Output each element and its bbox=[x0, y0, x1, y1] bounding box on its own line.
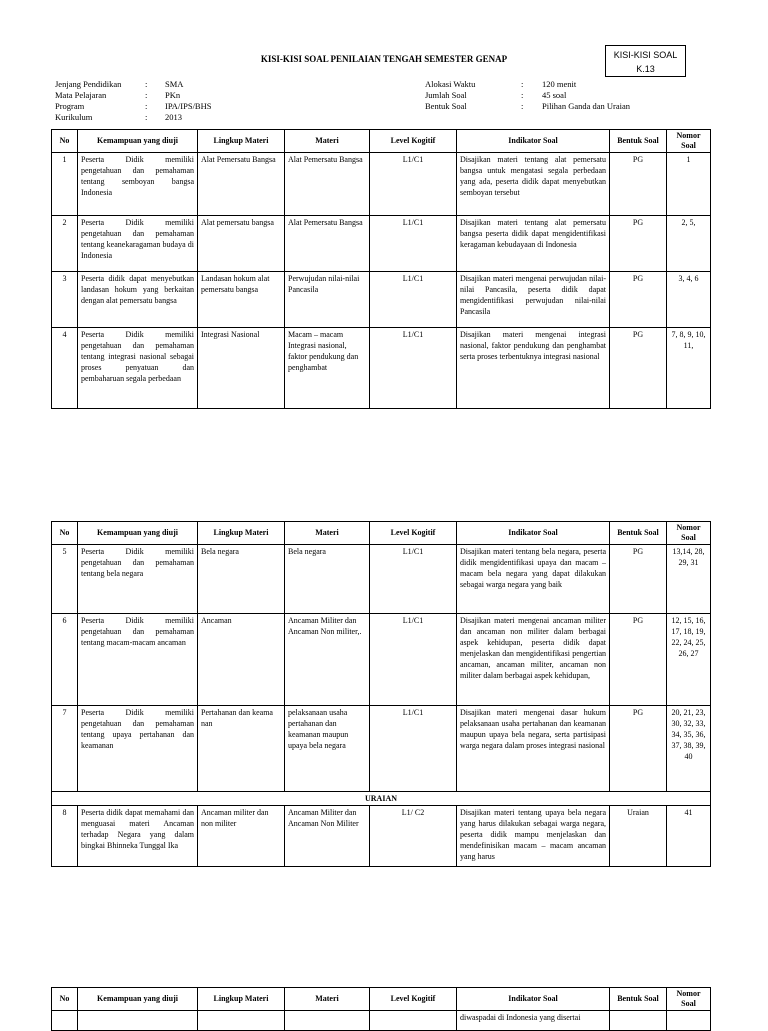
table-row bbox=[52, 1011, 711, 1031]
cell-lingkup: Pertahanan dan keama nan bbox=[198, 706, 285, 792]
cell-no: 8 bbox=[52, 806, 78, 867]
cell-materi: Macam – macam Integrasi nasional, faktor pendukung dan penghambat bbox=[285, 328, 370, 409]
cell-level: L1/C1 bbox=[370, 272, 457, 328]
header-materi: Materi bbox=[285, 522, 370, 545]
cell-kemampuan: Peserta Didik memiliki pengetahuan dan pemahaman tentang bela negara bbox=[78, 545, 198, 614]
cell-indikator: Disajikan materi tentang alat pemersatu bangsa untuk mengatasi segala perbedaan yang ada, peserta didik dapat menyebutkan semboyan tersebut bbox=[457, 153, 610, 216]
cell-bentuk: PG bbox=[610, 328, 667, 409]
header-level: Level Kogitif bbox=[370, 988, 457, 1011]
cell-no: 2 bbox=[52, 216, 78, 272]
cell-indikator: Disajikan materi tentang bela negara, peserta didik mengidentifikasi upaya dan macam – macam bela negara yang dapat dilakukan sebagai warga negara yang baik bbox=[457, 545, 610, 614]
meta-label: Program bbox=[55, 101, 85, 111]
cell-nomor: 20, 21, 23, 30, 32, 33, 34, 35, 36, 37, 38, 39, 40 bbox=[667, 706, 711, 792]
table-row bbox=[52, 806, 711, 867]
table-row bbox=[52, 614, 711, 706]
header-nomor: Nomor Soal bbox=[667, 988, 711, 1011]
cell-bentuk: PG bbox=[610, 545, 667, 614]
cell-lingkup: Ancaman bbox=[198, 614, 285, 706]
cell-lingkup: Landasan hokum alat pemersatu bangsa bbox=[198, 272, 285, 328]
cell-nomor: 2, 5, bbox=[667, 216, 711, 272]
cell-nomor: 13,14, 28, 29, 31 bbox=[667, 545, 711, 614]
cell-materi: pelaksanaan usaha pertahanan dan keamanan maupun upaya bela negara bbox=[285, 706, 370, 792]
table-header-row bbox=[52, 522, 711, 545]
table-row bbox=[52, 216, 711, 272]
meta-label: Jenjang Pendidikan bbox=[55, 79, 122, 89]
cell-nomor: 12, 15, 16, 17, 18, 19, 22, 24, 25, 26, 27 bbox=[667, 614, 711, 706]
header-no: No bbox=[52, 130, 78, 153]
cell-bentuk: PG bbox=[610, 706, 667, 792]
header-indikator: Indikator Soal bbox=[457, 130, 610, 153]
cell-lingkup: Bela negara bbox=[198, 545, 285, 614]
meta-label: Kurikulum bbox=[55, 112, 93, 122]
cell-no: 3 bbox=[52, 272, 78, 328]
cell-no: 5 bbox=[52, 545, 78, 614]
badge-line2: K.13 bbox=[636, 64, 655, 74]
header-bentuk: Bentuk Soal bbox=[610, 130, 667, 153]
table-row bbox=[52, 153, 711, 216]
cell-bentuk: Uraian bbox=[610, 806, 667, 867]
cell-level: L1/C1 bbox=[370, 706, 457, 792]
cell-kemampuan: Peserta Didik memiliki pengetahuan dan pemahaman tentang integrasi nasional sebagai proses penyatuan dan pembaharuan segala perbedaan bbox=[78, 328, 198, 409]
cell-materi: Ancaman Militer dan Ancaman Non Militer bbox=[285, 806, 370, 867]
cell-indikator: Disajikan materi mengenai perwujudan nilai-nilai Pancasila, peserta didik dapat mengidentifikasi perwujudan nilai-nilai Pancasila bbox=[457, 272, 610, 328]
header-lingkup: Lingkup Materi bbox=[198, 130, 285, 153]
meta-sep: : bbox=[145, 112, 148, 122]
cell-bentuk: PG bbox=[610, 216, 667, 272]
cell-indikator: Disajikan materi mengenai integrasi nasional, faktor pendukung dan penghambat serta proses terbentuknya integrasi nasional bbox=[457, 328, 610, 409]
meta-label: Bentuk Soal bbox=[425, 101, 467, 111]
cell-nomor bbox=[667, 1011, 711, 1031]
header-level: Level Kogitif bbox=[370, 130, 457, 153]
cell-level: L1/ C2 bbox=[370, 806, 457, 867]
cell-indikator: Disajikan materi mengenai ancaman militer dan ancaman non militer dalam berbagai aspek kehidupan, peserta didik dapat menjelaskan dan mengidentifikasi pengertian ancaman, ancaman militer, ancaman non militer dalam berbagai aspek kehidupan, bbox=[457, 614, 610, 706]
badge-line1: KISI-KISI SOAL bbox=[613, 50, 678, 60]
cell-materi: Alat Pemersatu Bangsa bbox=[285, 216, 370, 272]
table-header-row bbox=[52, 988, 711, 1011]
meta-right bbox=[425, 79, 630, 112]
cell-level: L1/C1 bbox=[370, 216, 457, 272]
cell-indikator: Disajikan materi tentang alat pemersatu bangsa peserta didik dapat mengidentifikasi keragaman kebudayaan di Indonesia bbox=[457, 216, 610, 272]
cell-kemampuan bbox=[78, 1011, 198, 1031]
cell-lingkup: Ancaman militer dan non militer bbox=[198, 806, 285, 867]
header-lingkup: Lingkup Materi bbox=[198, 988, 285, 1011]
table-row bbox=[52, 545, 711, 614]
header-level: Level Kogitif bbox=[370, 522, 457, 545]
table-row bbox=[52, 272, 711, 328]
cell-materi: Alat Pemersatu Bangsa bbox=[285, 153, 370, 216]
meta-value: PKn bbox=[165, 90, 181, 100]
cell-nomor: 3, 4, 6 bbox=[667, 272, 711, 328]
meta-label: Alokasi Waktu bbox=[425, 79, 476, 89]
cell-level: L1/C1 bbox=[370, 545, 457, 614]
header-indikator: Indikator Soal bbox=[457, 522, 610, 545]
page-title: KISI-KISI SOAL PENILAIAN TENGAH SEMESTER GENAP bbox=[260, 54, 508, 64]
meta-sep: : bbox=[145, 90, 148, 100]
cell-level: L1/C1 bbox=[370, 614, 457, 706]
header-no: No bbox=[52, 522, 78, 545]
cell-level: L1/C1 bbox=[370, 153, 457, 216]
cell-lingkup: Integrasi Nasional bbox=[198, 328, 285, 409]
meta-sep: : bbox=[145, 101, 148, 111]
section-row-uraian bbox=[52, 792, 711, 806]
meta-value: SMA bbox=[165, 79, 184, 89]
cell-lingkup bbox=[198, 1011, 285, 1031]
cell-indikator: Disajikan materi mengenai dasar hukum pelaksanaan usaha pertahanan dan keamanan maupun upaya bela negara, serta partisipasi warga negara dalam proses integrasi nasional bbox=[457, 706, 610, 792]
header-kemampuan: Kemampuan yang diuji bbox=[78, 522, 198, 545]
cell-lingkup: Alat pemersatu bangsa bbox=[198, 216, 285, 272]
cell-kemampuan: Peserta Didik memiliki pengetahuan dan pemahaman tentang semboyan bangsa Indonesia bbox=[78, 153, 198, 216]
cell-level: L1/C1 bbox=[370, 328, 457, 409]
meta-label: Mata Pelajaran bbox=[55, 90, 107, 100]
header-materi: Materi bbox=[285, 130, 370, 153]
cell-no bbox=[52, 1011, 78, 1031]
meta-value: 45 soal bbox=[542, 90, 567, 100]
table-row bbox=[52, 328, 711, 409]
cell-materi: Bela negara bbox=[285, 545, 370, 614]
kisi-table-page1 bbox=[51, 129, 711, 409]
cell-indikator: Disajikan materi tentang upaya bela negara yang harus dilakukan sebagai warga negara, peserta didik mampu menjelaskan dan mendefinisikan macam – macam ancaman yang harus bbox=[457, 806, 610, 867]
cell-kemampuan: Peserta didik dapat menyebutkan landasan hokum yang berkaitan dengan alat pemersatu bangsa bbox=[78, 272, 198, 328]
cell-materi: Ancaman Militer dan Ancaman Non militer,. bbox=[285, 614, 370, 706]
header-materi: Materi bbox=[285, 988, 370, 1011]
cell-materi bbox=[285, 1011, 370, 1031]
meta-value: 120 menit bbox=[542, 79, 577, 89]
cell-kemampuan: Peserta Didik memiliki pengetahuan dan pemahaman tentang keanekaragaman budaya di Indonesia bbox=[78, 216, 198, 272]
cell-no: 4 bbox=[52, 328, 78, 409]
cell-lingkup: Alat Pemersatu Bangsa bbox=[198, 153, 285, 216]
header-bentuk: Bentuk Soal bbox=[610, 988, 667, 1011]
cell-level bbox=[370, 1011, 457, 1031]
header-bentuk: Bentuk Soal bbox=[610, 522, 667, 545]
cell-bentuk: PG bbox=[610, 614, 667, 706]
header-no: No bbox=[52, 988, 78, 1011]
table-row bbox=[52, 706, 711, 792]
cell-nomor: 41 bbox=[667, 806, 711, 867]
meta-sep: : bbox=[521, 90, 524, 100]
header-indikator: Indikator Soal bbox=[457, 988, 610, 1011]
meta-value: 2013 bbox=[165, 112, 182, 122]
cell-bentuk bbox=[610, 1011, 667, 1031]
header-nomor: Nomor Soal bbox=[667, 522, 711, 545]
header-lingkup: Lingkup Materi bbox=[198, 522, 285, 545]
cell-nomor: 1 bbox=[667, 153, 711, 216]
meta-sep: : bbox=[521, 79, 524, 89]
cell-bentuk: PG bbox=[610, 272, 667, 328]
meta-left bbox=[55, 79, 211, 123]
section-uraian-label: URAIAN bbox=[52, 792, 711, 806]
cell-kemampuan: Peserta Didik memiliki pengetahuan dan pemahaman tentang macam-macam ancaman bbox=[78, 614, 198, 706]
header-kemampuan: Kemampuan yang diuji bbox=[78, 988, 198, 1011]
meta-value: Pilihan Ganda dan Uraian bbox=[542, 101, 631, 111]
meta-value: IPA/IPS/BHS bbox=[165, 101, 212, 111]
meta-sep: : bbox=[521, 101, 524, 111]
cell-materi: Perwujudan nilai-nilai Pancasila bbox=[285, 272, 370, 328]
header-kemampuan: Kemampuan yang diuji bbox=[78, 130, 198, 153]
cell-bentuk: PG bbox=[610, 153, 667, 216]
kisi-table-page3 bbox=[51, 987, 711, 1031]
cell-no: 1 bbox=[52, 153, 78, 216]
cell-no: 6 bbox=[52, 614, 78, 706]
header-nomor: Nomor Soal bbox=[667, 130, 711, 153]
meta-sep: : bbox=[145, 79, 148, 89]
meta-label: Jumlah Soal bbox=[425, 90, 467, 100]
cell-no: 7 bbox=[52, 706, 78, 792]
cell-nomor: 7, 8, 9, 10, 11, bbox=[667, 328, 711, 409]
cell-kemampuan: Peserta didik dapat memahami dan menguasai materi Ancaman terhadap Negara yang dalam bingkai Bhinneka Tunggal Ika bbox=[78, 806, 198, 867]
cell-indikator: diwaspadai di Indonesia yang disertai bbox=[457, 1011, 610, 1031]
table-header-row bbox=[52, 130, 711, 153]
cell-kemampuan: Peserta Didik memiliki pengetahuan dan pemahaman tentang upaya pertahanan dan keamanan bbox=[78, 706, 198, 792]
kisi-table-page2 bbox=[51, 521, 711, 867]
